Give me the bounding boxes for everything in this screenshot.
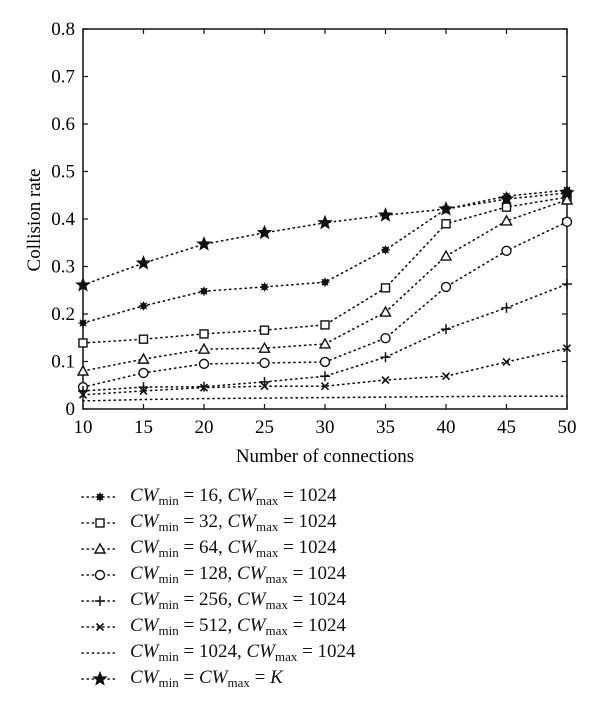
x-tick-label: 45 xyxy=(497,417,516,438)
y-tick-label: 0.6 xyxy=(51,114,75,135)
legend-item xyxy=(80,640,500,666)
legend-label: $CW_{min} = 64$, $CW_{max} = 1024$ xyxy=(130,537,337,560)
legend-label: $CW_{min} = 256$, $CW_{max} = 1024$ xyxy=(130,589,347,612)
y-tick-label: 0.7 xyxy=(51,66,75,88)
legend-item xyxy=(80,666,500,692)
legend-square-icon xyxy=(80,513,120,533)
legend-item xyxy=(80,536,500,562)
legend-x-icon xyxy=(80,617,120,637)
y-tick-label: 0.5 xyxy=(51,161,75,183)
y-axis-label: Collision rate xyxy=(24,168,45,272)
x-tick-label: 20 xyxy=(194,417,214,438)
legend-label: $CW_{min} = 32$, $CW_{max} = 1024$ xyxy=(130,511,337,534)
legend-item xyxy=(80,614,500,640)
x-tick-label: 40 xyxy=(436,417,456,438)
legend-item xyxy=(80,588,500,614)
legend-item xyxy=(80,484,500,510)
legend-label: $CW_{min} = 128$, $CW_{max} = 1024$ xyxy=(130,563,347,586)
legend-circle-icon xyxy=(80,565,120,585)
legend-label: $CW_{min} = 1024$, $CW_{max} = 1024$ xyxy=(130,641,356,664)
legend-item xyxy=(80,562,500,588)
legend-star-icon xyxy=(80,669,120,689)
legend xyxy=(80,484,500,692)
x-tick-label: 10 xyxy=(73,417,93,438)
legend-label: $CW_{min} = CW_{max} = K$ xyxy=(130,667,283,690)
legend-none-icon xyxy=(80,643,120,663)
y-tick-label: 0.3 xyxy=(51,256,75,278)
legend-triangle-icon xyxy=(80,539,120,559)
legend-label: $CW_{min} = 16$, $CW_{max} = 1024$ xyxy=(130,485,337,508)
x-tick-label: 35 xyxy=(376,417,395,438)
series-none xyxy=(83,396,567,401)
x-tick-label: 50 xyxy=(557,417,577,438)
series-layer xyxy=(76,186,573,401)
legend-asterisk-icon xyxy=(80,487,120,507)
series-star xyxy=(76,186,573,291)
y-tick-label: 0 xyxy=(65,399,75,420)
axis-ticks xyxy=(51,19,576,438)
legend-plus-icon xyxy=(80,591,120,611)
x-tick-label: 30 xyxy=(315,417,335,438)
y-tick-label: 0.8 xyxy=(51,19,75,40)
series-circle xyxy=(79,217,572,391)
x-tick-label: 25 xyxy=(255,417,274,438)
legend-item xyxy=(80,510,500,536)
legend-label: $CW_{min} = 512$, $CW_{max} = 1024$ xyxy=(130,615,347,638)
y-tick-label: 0.2 xyxy=(51,304,75,325)
x-tick-label: 15 xyxy=(134,417,153,438)
y-tick-label: 0.4 xyxy=(51,209,75,230)
y-tick-label: 0.1 xyxy=(51,351,75,373)
x-axis-label: Number of connections xyxy=(235,446,415,467)
